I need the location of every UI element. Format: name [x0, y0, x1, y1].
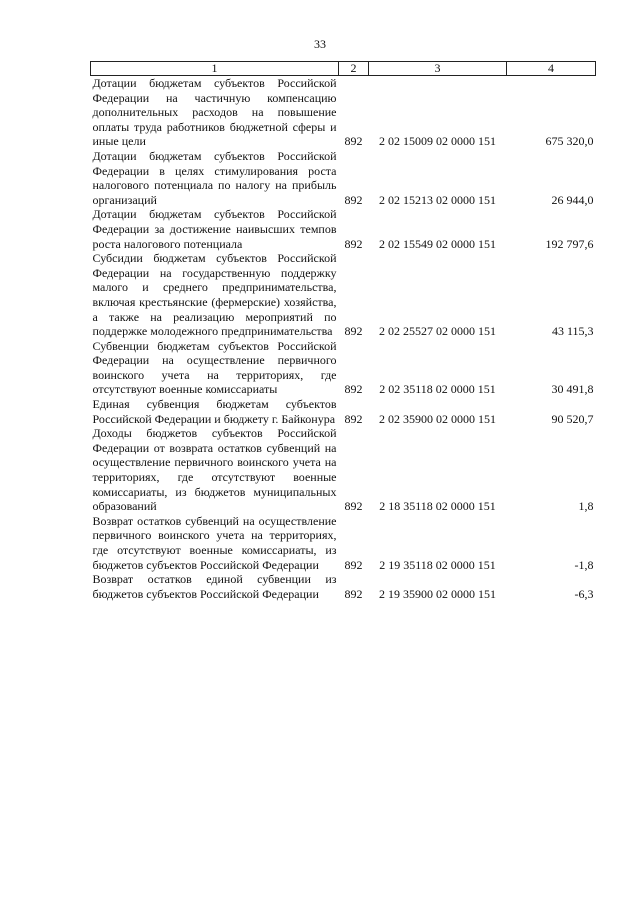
row-kbk-code: 2 18 35118 02 0000 151 [379, 499, 496, 514]
header-col-1: 1 [91, 62, 339, 76]
row-kbk-code: 2 19 35900 02 0000 151 [379, 586, 496, 601]
row-description: Субсидии бюджетам субъектов Российской Федерации на государственную поддержку малого и среднего предпринимательства, включая крестьянские (фермерские) хозяйства, а также на реализацию мероприятий по поддержке молодежного предпринимательства [92, 251, 337, 339]
row-kbk-code: 2 02 35118 02 0000 151 [379, 382, 496, 397]
row-kbk-code: 2 02 15009 02 0000 151 [379, 134, 496, 149]
header-col-3: 3 [369, 62, 507, 76]
header-col-2: 2 [339, 62, 369, 76]
row-description: Возврат остатков субвенций на осуществление первичного воинского учета на территориях, где отсутствуют военные комиссариаты, из бюджетов субъектов Российской Федерации [92, 513, 337, 572]
row-admin-code: 892 [344, 499, 363, 514]
table-header-row [91, 62, 596, 76]
row-admin-code: 892 [344, 134, 363, 149]
row-kbk-code: 2 02 25527 02 0000 151 [379, 324, 496, 339]
table-row [91, 572, 596, 601]
row-kbk-code: 2 02 15549 02 0000 151 [379, 236, 496, 251]
table-row [91, 76, 596, 149]
row-amount: -6,3 [574, 586, 594, 601]
page-number: 33 [314, 37, 326, 51]
row-admin-code: 892 [344, 236, 363, 251]
header-col-4: 4 [507, 62, 596, 76]
row-description: Единая субвенция бюджетам субъектов Российской Федерации и бюджету г. Байконура [92, 397, 337, 426]
row-admin-code: 892 [344, 586, 363, 601]
row-kbk-code: 2 02 35900 02 0000 151 [379, 411, 496, 426]
table-row [91, 251, 596, 339]
row-amount: -1,8 [574, 557, 594, 572]
row-amount: 675 320,0 [545, 134, 594, 149]
row-description: Субвенции бюджетам субъектов Российской Федерации на осуществление первичного воинского учета на территориях, где отсутствуют военные комиссариаты [92, 338, 337, 397]
row-kbk-code: 2 19 35118 02 0000 151 [379, 557, 496, 572]
table-row [91, 149, 596, 207]
row-amount: 30 491,8 [551, 382, 594, 397]
row-amount: 192 797,6 [545, 236, 594, 251]
row-amount: 90 520,7 [551, 411, 594, 426]
table-row [91, 397, 596, 426]
row-admin-code: 892 [344, 192, 363, 207]
row-admin-code: 892 [344, 382, 363, 397]
row-kbk-code: 2 02 15213 02 0000 151 [379, 192, 496, 207]
row-description: Дотации бюджетам субъектов Российской Федерации в целях стимулирования роста налогового потенциала по налогу на прибыль организаций [92, 148, 337, 207]
row-admin-code: 892 [344, 411, 363, 426]
table-row [91, 339, 596, 397]
table-row [91, 426, 596, 514]
row-admin-code: 892 [344, 324, 363, 339]
row-description: Дотации бюджетам субъектов Российской Федерации за достижение наивысших темпов роста налогового потенциала [92, 207, 337, 251]
row-description: Возврат остатков единой субвенции из бюджетов субъектов Российской Федерации [92, 572, 337, 601]
table-row [91, 207, 596, 251]
row-amount: 1,8 [578, 499, 594, 514]
row-description: Доходы бюджетов субъектов Российской Федерации от возврата остатков субвенций на осуществление первичного воинского учета на территориях, где отсутствуют военные комиссариаты, из бюджетов муниципальных образований [92, 426, 337, 514]
revenue-table [90, 61, 596, 601]
row-amount: 43 115,3 [551, 324, 594, 339]
table-row [91, 514, 596, 572]
row-admin-code: 892 [344, 557, 363, 572]
row-description: Дотации бюджетам субъектов Российской Федерации на частичную компенсацию дополнительных расходов на повышение оплаты труда работников бюджетной сферы и иные цели [92, 76, 337, 149]
row-amount: 26 944,0 [551, 192, 594, 207]
